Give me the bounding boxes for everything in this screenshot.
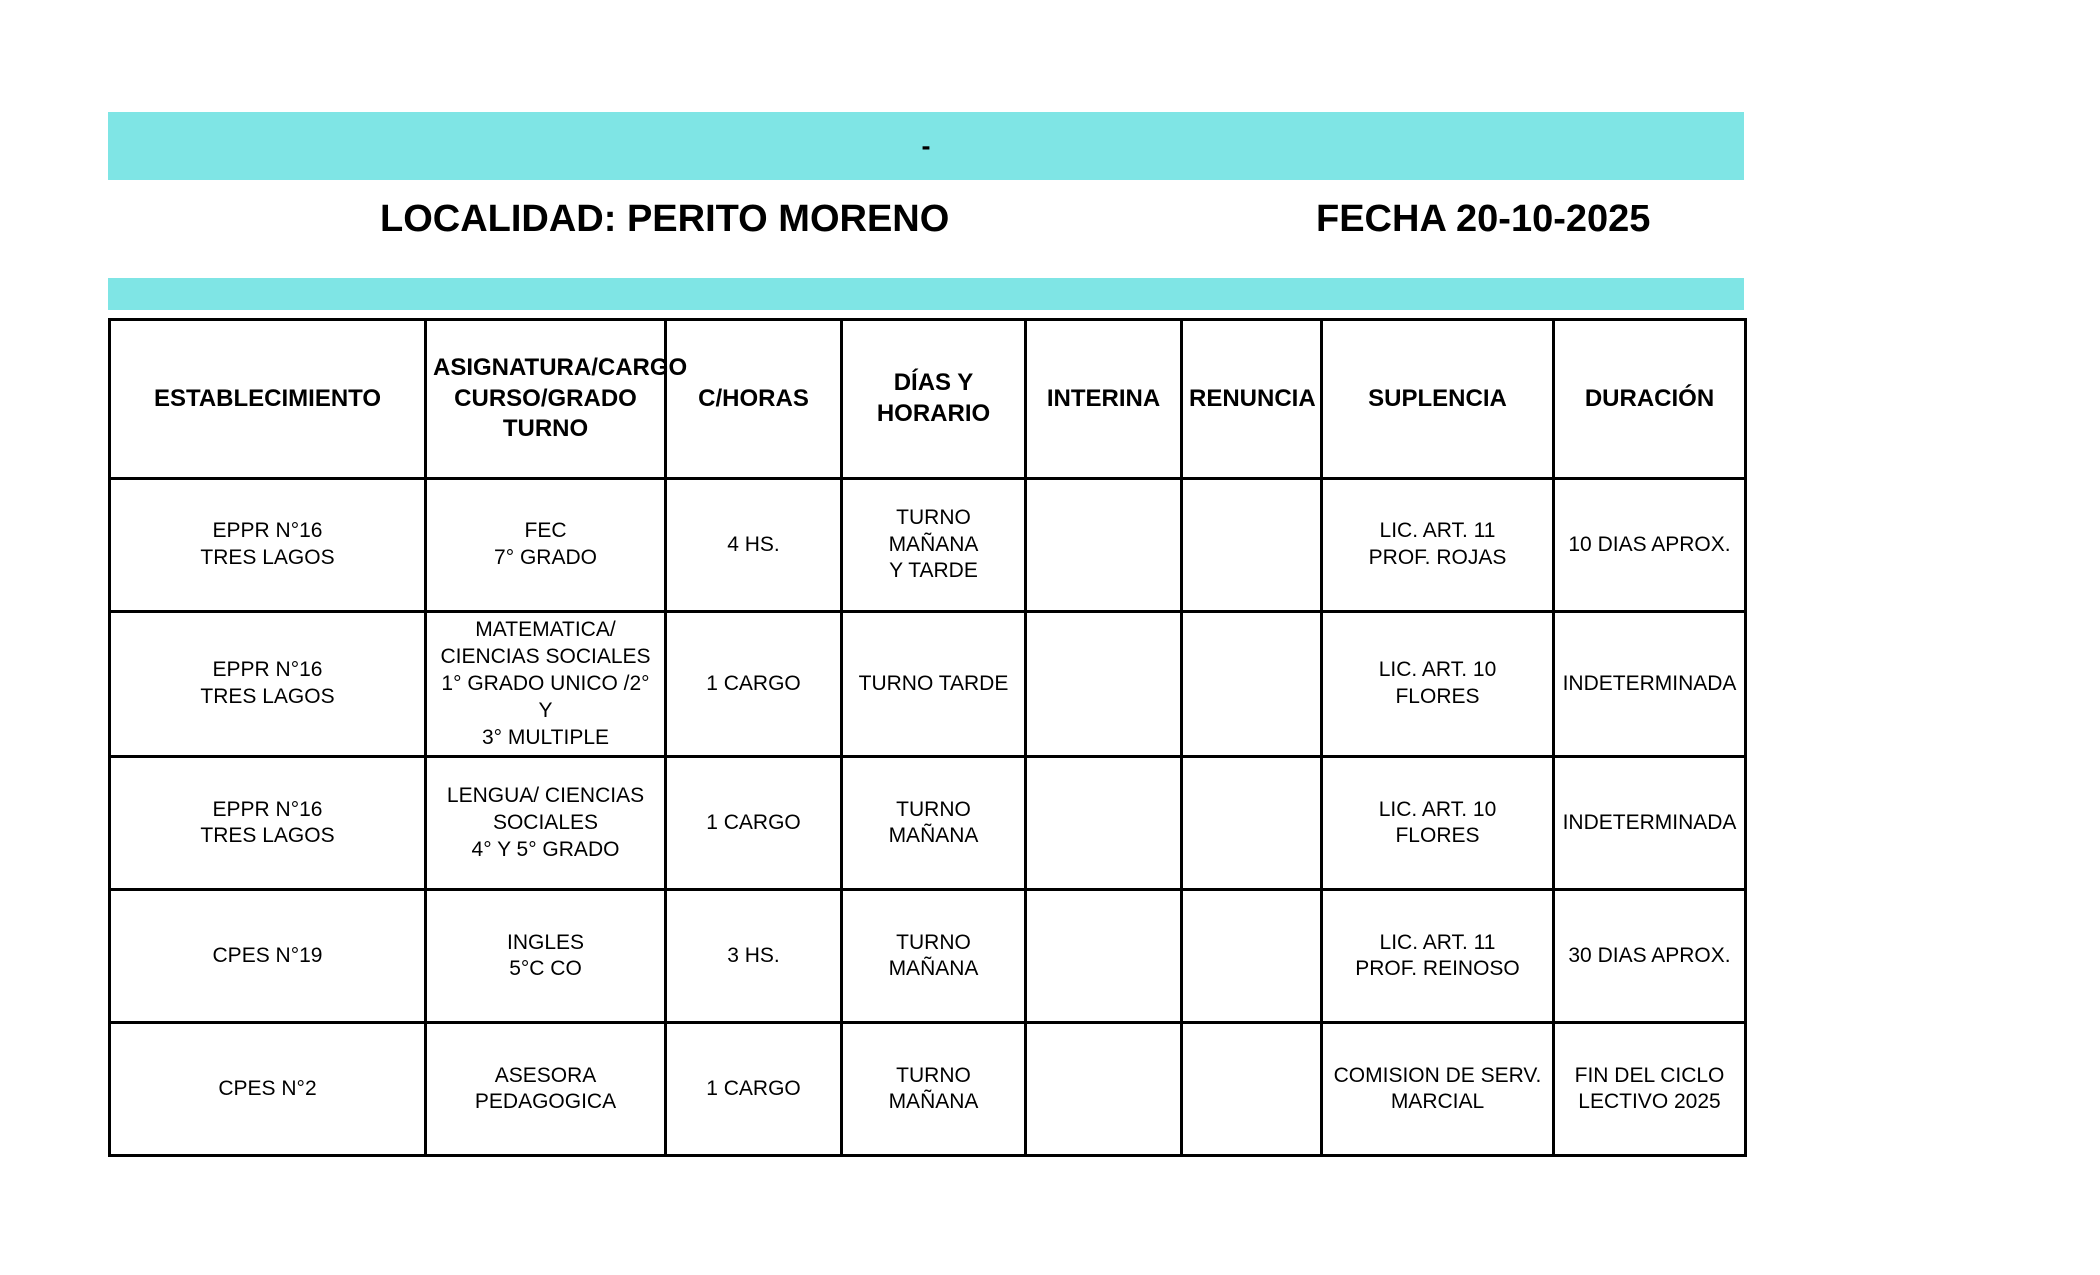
cell-text [117,1076,418,1103]
cell-text-line: 3° MULTIPLE [481,725,610,749]
cell-text [1561,532,1738,559]
cell-text-line: TURNO MAÑANA [888,797,979,848]
locality-title: LOCALIDAD: PERITO MORENO [380,198,950,240]
cell-text-line: 1 CARGO [706,1076,801,1100]
cell-text-line: FLORES [1395,685,1480,709]
cell-text-line: 3 HS. [727,943,780,967]
cell-text-line: 7° GRADO [494,546,597,569]
cell-text-line: FLORES [1395,824,1480,848]
column-header-dias-horario: DÍAS Y HORARIO [842,320,1026,479]
cell-text-line: EPPR N°16 [212,797,323,821]
cell-text [1329,797,1546,851]
cell-text-line: 1 CARGO [706,810,801,834]
column-header-suplencia: SUPLENCIA [1322,320,1554,479]
cell-text [1329,657,1546,711]
cell-text-line: LENGUA/ CIENCIAS [446,784,645,808]
cell-text-line: 30 DIAS APROX. [1568,943,1731,967]
cell-establecimiento [110,479,426,612]
cell-interina [1026,612,1182,757]
table-row [110,757,1746,890]
cell-text-line: TRES LAGOS [200,824,335,848]
cell-text [849,930,1018,984]
schedule-table-container [108,318,1744,1157]
cell-renuncia [1182,612,1322,757]
cell-text [849,505,1018,586]
cell-text [433,783,658,864]
schedule-table [108,318,1747,1157]
table-row [110,612,1746,757]
cell-dias-horario [842,612,1026,757]
cell-text-line: 1° GRADO UNICO /2° Y [441,671,650,722]
cell-text-line: MATEMATICA/ [475,618,616,641]
table-header-row [110,320,1746,479]
cell-duracion [1554,757,1746,890]
cell-dias-horario [842,479,1026,612]
cell-text [673,810,834,837]
cell-text-line: 10 DIAS APROX. [1568,532,1731,556]
table-row [110,479,1746,612]
cell-text-line: 5°C CO [509,957,582,981]
cell-text [433,617,658,751]
column-header-renuncia: RENUNCIA [1182,320,1322,479]
cell-text [1561,810,1738,837]
cell-text [849,797,1018,851]
column-header-duracion: DURACIÓN [1554,320,1746,479]
cell-interina [1026,479,1182,612]
cell-renuncia [1182,1023,1322,1156]
cell-text [433,930,658,984]
cell-text-line: INGLES [506,930,585,954]
cell-text [1561,671,1738,698]
cell-text [673,943,834,970]
cell-interina [1026,890,1182,1023]
cell-suplencia [1322,1023,1554,1156]
cell-text-line: 1 CARGO [706,671,801,695]
cell-renuncia [1182,479,1322,612]
cell-text [117,518,418,572]
cell-text-line: SOCIALES [492,810,599,834]
top-banner-text: - [921,130,931,161]
cell-text [433,1063,658,1117]
cell-text-line: 4° Y 5° GRADO [471,837,620,861]
cell-text-line: TURNO MAÑANA [888,1063,979,1114]
cell-text-line: TURNO TARDE [858,671,1009,695]
cell-text [117,943,418,970]
cell-text [1561,1063,1738,1117]
cell-text-line: CPES N°19 [212,943,323,967]
cell-text-line: EPPR N°16 [212,519,323,543]
cell-choras [666,890,842,1023]
cell-text-line: CIENCIAS SOCIALES [440,644,651,668]
cell-establecimiento [110,757,426,890]
table-row [110,890,1746,1023]
cell-asignatura [426,479,666,612]
cell-text-line: 4 HS. [727,532,780,556]
cell-text-line: Y TARDE [889,559,978,583]
cell-text [849,671,1018,698]
cell-duracion [1554,479,1746,612]
cell-interina [1026,1023,1182,1156]
date-title: FECHA 20-10-2025 [1316,198,1651,240]
cell-establecimiento [110,890,426,1023]
cell-suplencia [1322,757,1554,890]
cell-text-line: INDETERMINADA [1562,810,1737,834]
cell-text-line: PROF. REINOSO [1355,957,1520,981]
cell-suplencia [1322,612,1554,757]
cell-text-line: INDETERMINADA [1562,671,1737,695]
document-title-row [108,198,1744,256]
cell-text [1329,1063,1546,1117]
column-header-establecimiento: ESTABLECIMIENTO [110,320,426,479]
cell-text-line: LIC. ART. 11 [1379,930,1496,954]
table-body [110,479,1746,1156]
cell-text [1329,518,1546,572]
cell-renuncia [1182,757,1322,890]
top-banner [108,112,1744,180]
cell-choras [666,757,842,890]
cell-text [117,797,418,851]
cell-text-line: TRES LAGOS [200,685,335,709]
cell-text [1329,930,1546,984]
cell-text-line: FIN DEL CICLO [1574,1063,1725,1087]
cell-interina [1026,757,1182,890]
cell-text [849,1063,1018,1117]
cell-asignatura [426,612,666,757]
cell-dias-horario [842,890,1026,1023]
cell-duracion [1554,612,1746,757]
cell-asignatura [426,757,666,890]
cell-text-line: LIC. ART. 10 [1378,658,1497,682]
cell-asignatura [426,890,666,1023]
cell-text-line: COMISION DE SERV. [1333,1063,1542,1087]
cell-choras [666,612,842,757]
cell-suplencia [1322,479,1554,612]
table-header [110,320,1746,479]
secondary-banner-strip [108,278,1744,310]
cell-establecimiento [110,1023,426,1156]
cell-text-line: CPES N°2 [218,1076,317,1100]
table-row [110,1023,1746,1156]
cell-duracion [1554,890,1746,1023]
column-header-asignatura: ASIGNATURA/CARGO CURSO/GRADO TURNO [426,320,666,479]
column-header-choras: C/HORAS [666,320,842,479]
cell-text-line: LIC. ART. 11 [1379,519,1496,543]
cell-establecimiento [110,612,426,757]
cell-text-line: EPPR N°16 [212,658,323,682]
cell-text-line: LECTIVO 2025 [1578,1090,1721,1114]
cell-choras [666,1023,842,1156]
cell-text [673,1076,834,1103]
cell-text-line: MARCIAL [1390,1090,1485,1114]
cell-asignatura [426,1023,666,1156]
cell-text-line: LIC. ART. 10 [1378,797,1497,821]
cell-text-line: FEC [524,519,567,543]
cell-dias-horario [842,1023,1026,1156]
cell-text [673,671,834,698]
cell-text [673,532,834,559]
cell-choras [666,479,842,612]
cell-text-line: TURNO MAÑANA [888,505,979,556]
cell-duracion [1554,1023,1746,1156]
cell-suplencia [1322,890,1554,1023]
cell-text [433,518,658,572]
cell-text-line: ASESORA PEDAGOGICA [474,1063,617,1114]
cell-dias-horario [842,757,1026,890]
cell-text-line: TURNO MAÑANA [888,930,979,981]
cell-text-line: PROF. ROJAS [1368,546,1507,569]
cell-text [1561,943,1738,970]
cell-text-line: TRES LAGOS [200,546,335,569]
cell-renuncia [1182,890,1322,1023]
cell-text [117,657,418,711]
column-header-interina: INTERINA [1026,320,1182,479]
